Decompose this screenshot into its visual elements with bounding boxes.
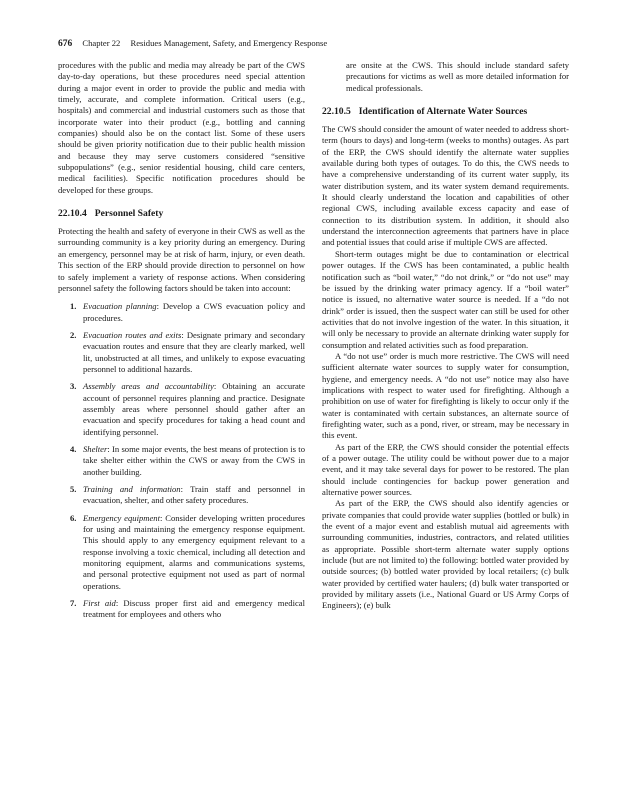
chapter-label: Chapter 22 (82, 38, 121, 48)
intro-paragraph: procedures with the public and media may already be part of the CWS day-to-day operations, but these procedures need special attention during a major event in order to provide the public and media with timely, accurate, and complete information. Critical users (e.g., hospitals) and commercial and industrial customers such as those that incorporate water into their product (e.g., bottling and canning companies) should also be on the contact list. Some of these users should be given priority notification due to their public health mission and because they may serve customers considered “sensitive subpopulations” (e.g., senior residential housing, child care centers, medical facilities). Specific notification procedures should be developed for these groups. (58, 60, 305, 195)
list-item (58, 381, 305, 438)
item-number: 3. (70, 381, 77, 392)
item-text: : Obtaining an accurate account of personnel requires planning and practice. Designate assembly areas where personnel should gather after an evacuation and specify procedures for taking a head count and identifying personnel. (83, 381, 306, 437)
section-number: 22.10.4 (58, 208, 87, 220)
list-item (58, 301, 305, 324)
left-column (58, 60, 305, 627)
list-item (58, 598, 305, 621)
item-term: Assembly areas and accountability (83, 381, 214, 392)
list-item-continuation: are onsite at the CWS. This should include standard safety precautions for victims as well as more detailed information for medical professionals. (346, 60, 569, 93)
paragraph: The CWS should consider the amount of water needed to address short-term (hours to days) and long-term (weeks to months) outages. As part of the ERP, the CWS should identify the alternate water supplies available during both types of outages. To do this, the CWS needs to have a comprehensive understanding of its current water supply, its water distribution system, and its water system demand requirements. It should clearly understand the location and capabilities of other regional CWS, including available excess capacity and ease of connection to its distribution system. In addition, it should also understand the interconnection agreements that partners have in place and potential issues that could arise if multiple CWS are affected. (322, 124, 570, 248)
chapter-title: Residues Management, Safety, and Emergency Response (130, 38, 328, 48)
running-header (58, 38, 568, 49)
item-number: 1. (70, 301, 77, 312)
item-term: Emergency equipment (83, 512, 160, 523)
list-item (58, 330, 305, 375)
safety-factors-list (58, 301, 305, 621)
list-item (58, 484, 305, 507)
item-text: : In some major events, the best means of protection is to take shelter either within the CWS or away from the CWS in another building. (83, 443, 305, 477)
item-text: : Train staff and personnel in evacuation, shelter, and other safety procedures. (83, 484, 305, 506)
section-heading-alternate-water-sources (322, 106, 569, 118)
page-number: 676 (58, 39, 73, 49)
item-text: : Develop a CWS evacuation policy and procedures. (83, 301, 306, 323)
section-paragraph: Protecting the health and safety of everyone in their CWS as well as the surrounding community is a key priority during an emergency. During an emergency, personnel may be at risk of harm, injury, or even death. This section of the ERP should provide direction to personnel on how to safely implement a variety of response actions. When considering personnel safety the following factors should be taken into account: (58, 226, 305, 293)
item-number: 4. (70, 443, 77, 454)
paragraph: As part of the ERP, the CWS should also identify agencies or private companies that could provide water supplies (bottled or bulk) in the event of a major event and establish mutual aid agreements with surrounding communities, industries, contractors, and related utilities as appropriate. Possible short-term alternate water supply options include (but are not limited to) the following: bottled water provided by outside sources; (b) bottled water provided by local retailers; (c) bulk water provided by certified water haulers; (d) bulk water transported or provided by military assets (i.e., National Guard or US Army Corps of Engineers); (e) bulk (322, 498, 569, 611)
item-number: 6. (70, 512, 77, 523)
list-item (58, 444, 305, 478)
item-term: Shelter (83, 443, 108, 454)
item-term: Evacuation routes and exits (83, 329, 182, 340)
right-column (322, 60, 569, 612)
item-number: 2. (70, 329, 77, 340)
section-title: Personnel Safety (94, 208, 164, 220)
item-text: : Consider developing written procedures for using and maintaining the emergency response equipment. This should apply to any emergency equipment relevant to a response involving a toxic chemical, including all detection and monitoring equipment, alarms and communications systems, and personal protective equipment not used as part of normal operations. (83, 512, 305, 591)
list-item (58, 513, 305, 592)
paragraph: Short-term outages might be due to contamination or electrical power outages. If the CWS has been contaminated, a public health notification such as “boil water,” “do not drink,” or “do not use” may be issued by the drinking water primacy agency. If a “boil water” notice is issued, no alternative water source is needed. If a “do not drink” order is issued, then the suspect water can still be used for other activities that do not involve ingestion of the water. In this situation, it will only be necessary to provide an alternate drinking water supply for consumption and related activities such as food preparation. (322, 248, 569, 350)
paragraph: A “do not use” order is much more restrictive. The CWS will need sufficient alternate water sources to supply water for consumption, hygiene, and emergency needs. A “do not use” notice may also have implications with respect to water used for firefighting. Although a prohibition on use of water for firefighting is likely to occur only if the water is contaminated with certain substances, an alternate source of firefighting water, such as a pond, river, or stream, may be necessary in this event. (322, 350, 569, 441)
item-number: 5. (70, 484, 77, 494)
item-text: : Discuss proper first aid and emergency medical treatment for employees and others who (83, 598, 305, 620)
section-number: 22.10.5 (322, 106, 351, 118)
section-heading-personnel-safety (58, 208, 305, 220)
item-term: First aid (83, 598, 116, 609)
paragraph: As part of the ERP, the CWS should consider the potential effects of a power outage. The utility could be without power due to a major event, and it may take several days for power to be restored. The plan should include contingencies for backup power generation and alternative power sources. (322, 441, 569, 498)
section-title: Identification of Alternate Water Sources (358, 106, 528, 118)
item-term: Training and information (83, 484, 181, 494)
item-number: 7. (70, 598, 77, 609)
item-text: : Designate primary and secondary evacuation routes and ensure that they are clearly marked, well lit, unobstructed at all times, and unlikely to expose evacuating personnel to additional hazards. (83, 329, 305, 374)
item-term: Evacuation planning (83, 301, 157, 312)
